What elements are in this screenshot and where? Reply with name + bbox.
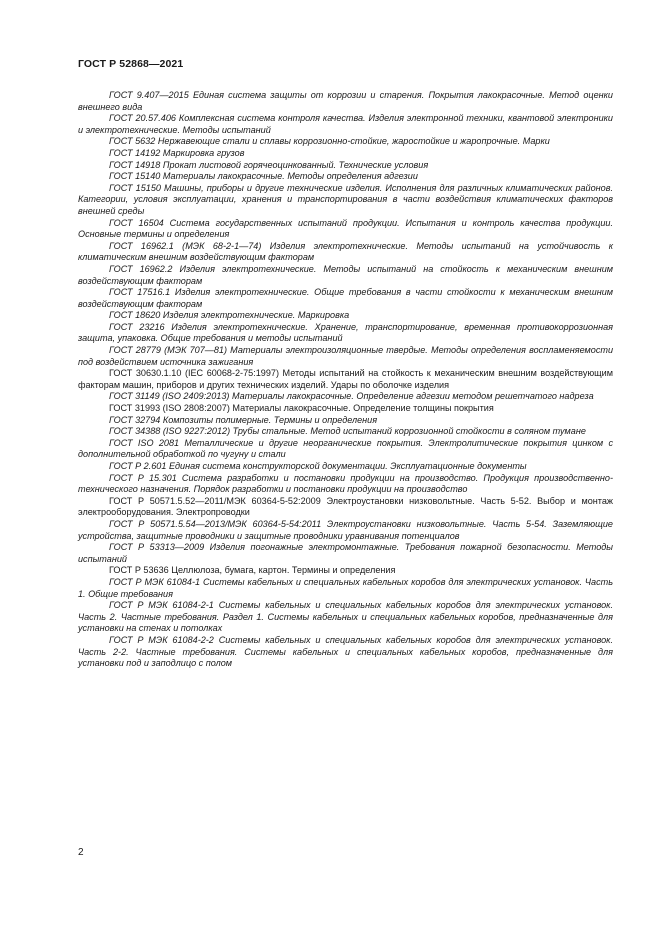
reference-entry: ГОСТ 15140 Материалы лакокрасочные. Методы определения адгезии bbox=[109, 171, 418, 182]
normative-references-list bbox=[78, 90, 613, 670]
reference-entry: ГОСТ 31993 (ISO 2808:2007) Материалы лакокрасочные. Определение толщины покрытия bbox=[109, 403, 494, 414]
reference-entry: ГОСТ 34388 (ISO 9227:2012) Трубы стальные. Метод испытаний коррозионной стойкости в соляном тумане bbox=[109, 426, 586, 437]
reference-entry: ГОСТ 23216 Изделия электротехнические. Хранение, транспортирование, временная противокоррозионная защита, упаковка. Общие требования и методы испытаний bbox=[78, 321, 613, 344]
reference-entry: ГОСТ 32794 Композиты полимерные. Термины и определения bbox=[109, 414, 378, 425]
reference-entry: ГОСТ 5632 Нержавеющие стали и сплавы коррозионно-стойкие, жаростойкие и жаропрочные. Марки bbox=[109, 136, 550, 147]
reference-entry: ГОСТ 28779 (МЭК 707—81) Материалы электроизоляционные твердые. Методы определения воспламеняемости под воздействием источника зажигания bbox=[78, 345, 613, 367]
reference-entry: ГОСТ Р 15.301 Система разработки и постановки продукции на производство. Продукция производственно-технического назначения. Порядок разработки и постановки продукции на производство bbox=[78, 472, 613, 495]
reference-entry: ГОСТ 16962.2 Изделия электротехнические. Методы испытаний на стойкость к механическим внешним воздействующим факторам bbox=[78, 263, 613, 286]
reference-entry: ГОСТ 20.57.406 Комплексная система контроля качества. Изделия электронной техники, квантовой электроники и электротехнические. Методы испытаний bbox=[78, 113, 613, 135]
reference-entry: ГОСТ 30630.1.10 (IEC 60068-2-75:1997) Методы испытаний на стойкость к механическим внешним воздействующим факторам машин, приборов и других технических изделий. Удары по оболочке изделия bbox=[78, 368, 613, 390]
reference-entry: ГОСТ Р 50571.5.52—2011/МЭК 60364-5-52:2009 Электроустановки низковольтные. Часть 5-52. Выбор и монтаж электрооборудования. Электропроводки bbox=[78, 495, 613, 518]
reference-entry: ГОСТ Р 53313—2009 Изделия погонажные электромонтажные. Требования пожарной безопасности. Методы испытаний bbox=[78, 542, 613, 564]
reference-entry: ГОСТ Р 2.601 Единая система конструкторской документации. Эксплуатационные документы bbox=[109, 461, 527, 471]
reference-entry: ГОСТ 16504 Система государственных испытаний продукции. Испытания и контроль качества продукции. Основные термины и определения bbox=[78, 217, 613, 240]
reference-entry: ГОСТ Р 50571.5.54—2013/МЭК 60364-5-54:2011 Электроустановки низковольтные. Часть 5-54. Заземляющие устройства, защитные проводники и защитные проводники уравнивания потенциалов bbox=[78, 518, 613, 541]
reference-entry: ГОСТ Р МЭК 61084-2-2 Системы кабельных и специальных кабельных коробов для электрических установок. Часть 2-2. Частные требования. Системы кабельных и специальных кабельных коробов, предназначенные для установки под и заподлицо с полом bbox=[78, 634, 613, 669]
reference-entry: ГОСТ Р 53636 Целлюлоза, бумага, картон. Термины и определения bbox=[109, 565, 396, 576]
reference-entry: ГОСТ 14918 Прокат листовой горячеоцинкованный. Технические условия bbox=[109, 159, 429, 170]
document-code-header: ГОСТ Р 52868—2021 bbox=[78, 58, 184, 70]
reference-entry: ГОСТ Р МЭК 61084-1 Системы кабельных и специальных кабельных коробов для электрических установок. Часть 1. Общие требования bbox=[78, 576, 613, 599]
reference-entry: ГОСТ 16962.1 (МЭК 68-2-1—74) Изделия электротехнические. Методы испытаний на устойчивость к климатическим внешним воздействующим факторам bbox=[78, 240, 613, 263]
reference-entry: ГОСТ 31149 (ISO 2409:2013) Материалы лакокрасочные. Определение адгезии методом решетчатого надреза bbox=[109, 391, 594, 402]
reference-entry: ГОСТ 15150 Машины, приборы и другие технические изделия. Исполнения для различных климатических районов. Категории, условия эксплуатации, хранения и транспортирования в части воздействия климатических факторов внешней среды bbox=[78, 182, 613, 216]
reference-entry: ГОСТ 17516.1 Изделия электротехнические. Общие требования в части стойкости к механическим внешним воздействующим факторам bbox=[78, 287, 613, 309]
reference-entry: ГОСТ Р МЭК 61084-2-1 Системы кабельных и специальных кабельных коробов для электрических установок. Часть 2. Частные требования. Раздел 1. Системы кабельных и специальных кабельных коробов, предназначенные для установки на стенах и потолках bbox=[78, 600, 613, 634]
reference-entry: ГОСТ 9.407—2015 Единая система защиты от коррозии и старения. Покрытия лакокрасочные. Метод оценки внешнего вида bbox=[78, 90, 613, 112]
reference-entry: ГОСТ 18620 Изделия электротехнические. Маркировка bbox=[109, 310, 350, 321]
reference-entry: ГОСТ 14192 Маркировка грузов bbox=[109, 147, 245, 158]
page-number: 2 bbox=[78, 847, 84, 858]
reference-entry: ГОСТ ISO 2081 Металлические и другие неорганические покрытия. Электролитические покрытия цинком с дополнительной обработкой по чугуну и стали bbox=[78, 437, 613, 460]
